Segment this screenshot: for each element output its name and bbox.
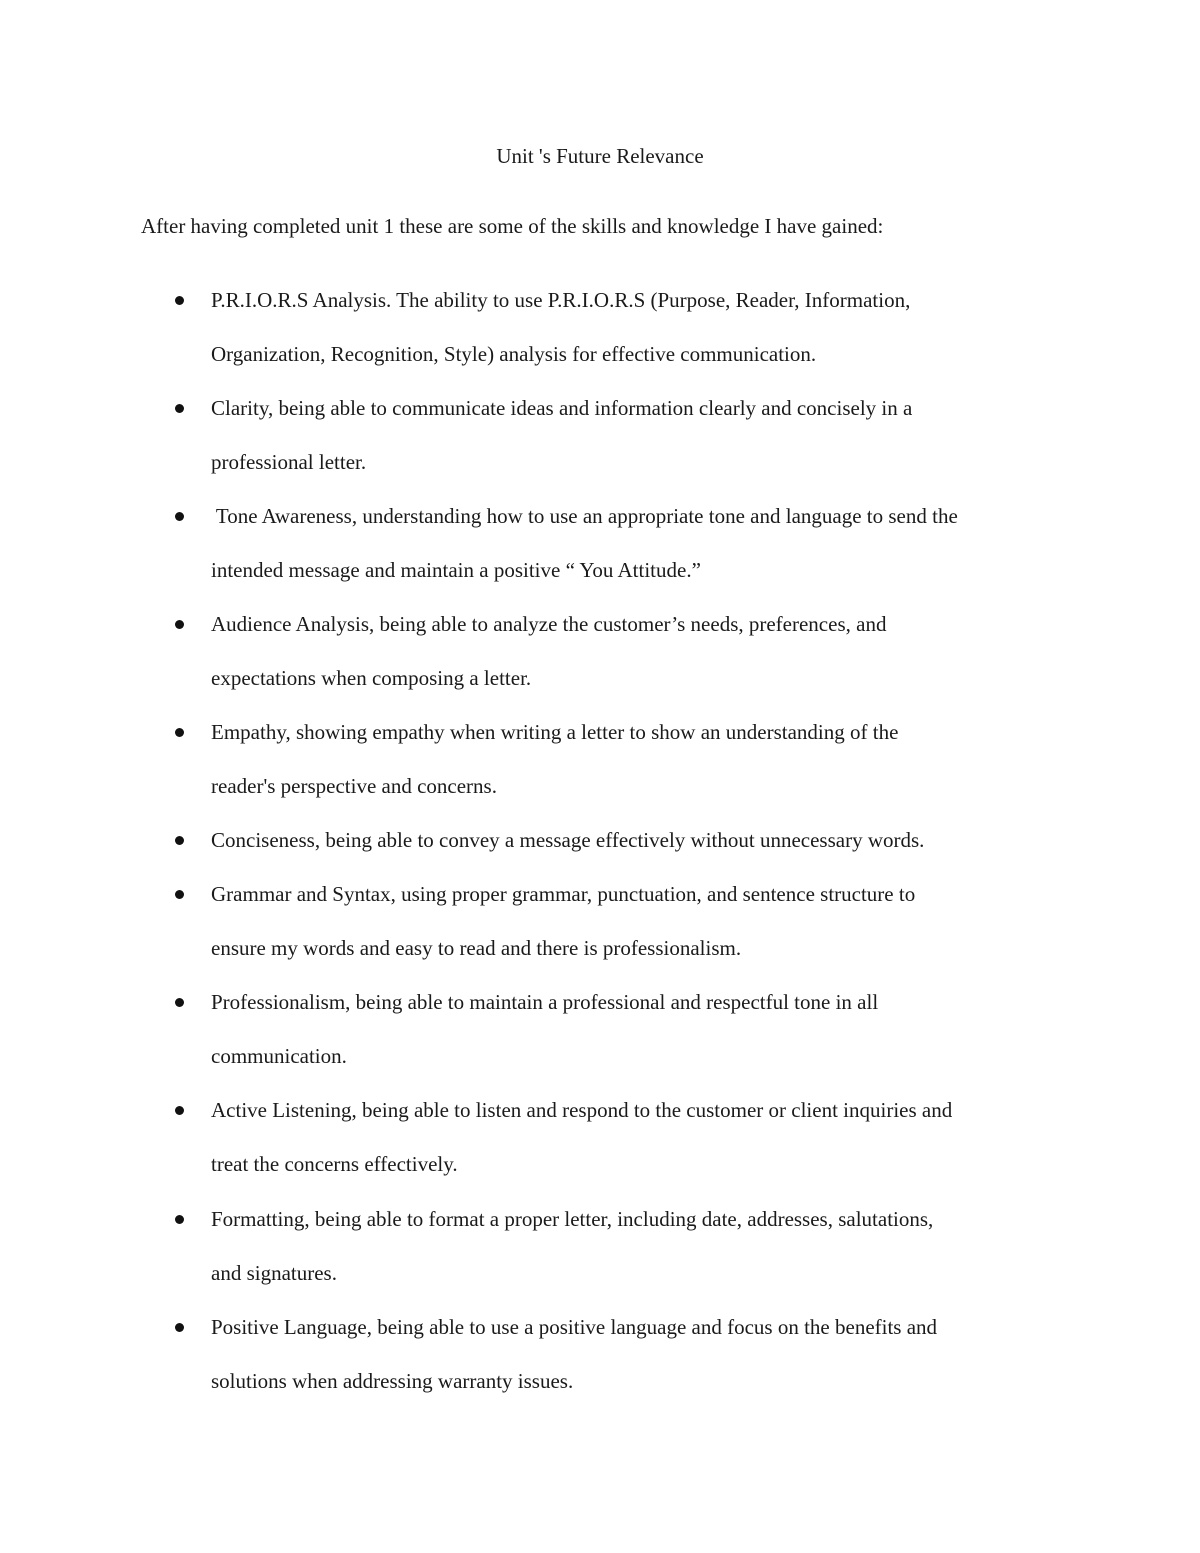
list-item-text	[211, 975, 1071, 1083]
list-item-line: Positive Language, being able to use a positive language and focus on the benefits and	[211, 1315, 938, 1339]
list-item-text	[211, 1192, 1071, 1300]
list-item-line: professional letter.	[211, 450, 367, 474]
list-item-line: solutions when addressing warranty issues.	[211, 1369, 574, 1393]
list-item-line: Organization, Recognition, Style) analysis for effective communication.	[211, 342, 817, 366]
list-item-text	[211, 489, 1071, 597]
bullet-icon	[175, 404, 184, 413]
list-item-line: ensure my words and easy to read and there is professionalism.	[211, 936, 742, 960]
bullet-icon	[175, 620, 184, 629]
list-item-text	[211, 597, 1071, 705]
list-item-line: and signatures.	[211, 1261, 337, 1285]
list-item-line: expectations when composing a letter.	[211, 666, 532, 690]
list-item-text	[211, 813, 1071, 867]
bullet-icon	[175, 836, 184, 845]
list-item-line: communication.	[211, 1044, 347, 1068]
list-item-line: Formatting, being able to format a proper letter, including date, addresses, salutations,	[211, 1207, 934, 1231]
list-item-line: Tone Awareness, understanding how to use an appropriate tone and language to send the	[211, 504, 958, 528]
list-item-line: reader's perspective and concerns.	[211, 774, 497, 798]
list-item-line: Conciseness, being able to convey a message effectively without unnecessary words.	[211, 828, 925, 852]
list-item-text	[211, 1083, 1071, 1191]
bullet-icon	[175, 296, 184, 305]
list-item-text	[211, 705, 1071, 813]
page-title: Unit 's Future Relevance	[496, 144, 704, 168]
list-item-line: Professionalism, being able to maintain a professional and respectful tone in all	[211, 990, 879, 1014]
list-item-text	[211, 273, 1071, 381]
list-item-line: Grammar and Syntax, using proper grammar, punctuation, and sentence structure to	[211, 882, 916, 906]
bullet-icon	[175, 1106, 184, 1115]
list-item-text	[211, 867, 1071, 975]
list-item-line: P.R.I.O.R.S Analysis. The ability to use P.R.I.O.R.S (Purpose, Reader, Information,	[211, 288, 911, 312]
bullet-icon	[175, 1215, 184, 1224]
list-item-line: intended message and maintain a positive “ You Attitude.”	[211, 558, 701, 582]
list-item-text	[211, 381, 1071, 489]
bullet-icon	[175, 998, 184, 1007]
list-item-line: Clarity, being able to communicate ideas and information clearly and concisely in a	[211, 396, 913, 420]
bullet-icon	[175, 1323, 184, 1332]
list-item-line: Empathy, showing empathy when writing a letter to show an understanding of the	[211, 720, 899, 744]
list-item-line: treat the concerns effectively.	[211, 1152, 458, 1176]
bullet-icon	[175, 728, 184, 737]
list-item-line: Audience Analysis, being able to analyze the customer’s needs, preferences, and	[211, 612, 887, 636]
list-item-line: Active Listening, being able to listen and respond to the customer or client inquiries and	[211, 1098, 953, 1122]
intro-paragraph: After having completed unit 1 these are some of the skills and knowledge I have gained:	[141, 214, 884, 238]
bullet-icon	[175, 890, 184, 899]
bullet-icon	[175, 512, 184, 521]
list-item-text	[211, 1300, 1071, 1408]
